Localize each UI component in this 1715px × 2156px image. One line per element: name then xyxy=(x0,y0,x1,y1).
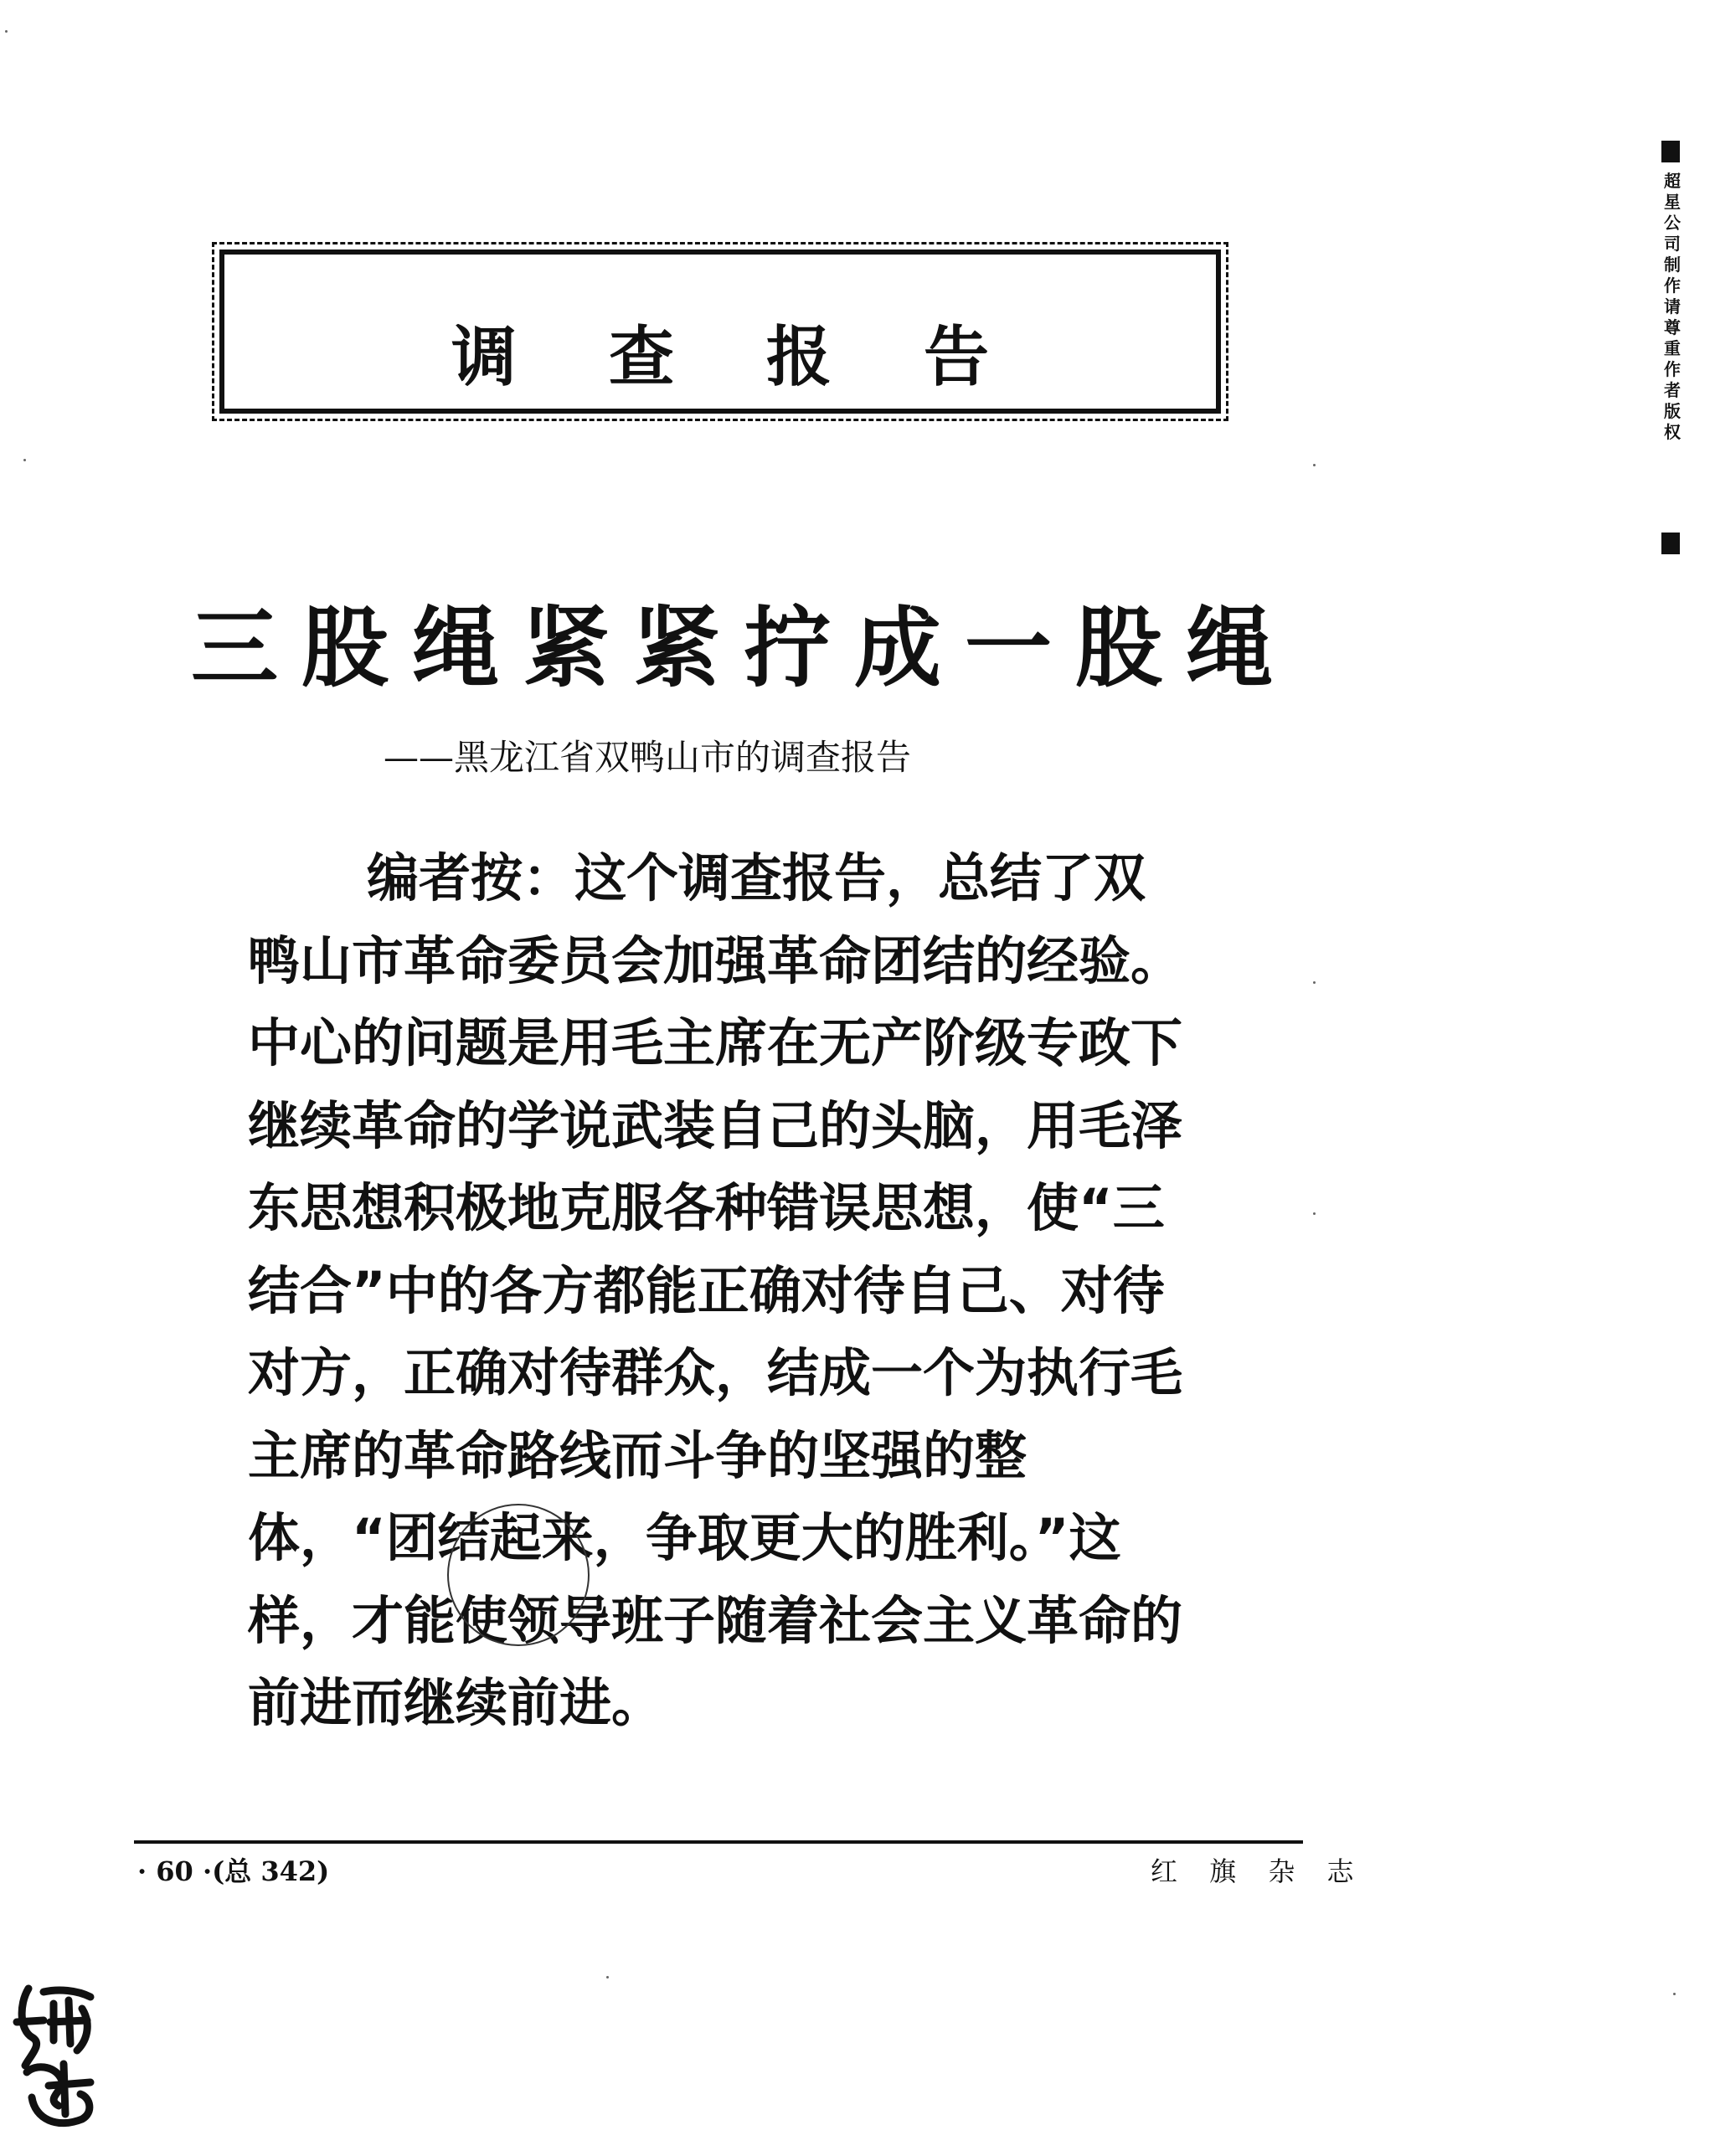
speck xyxy=(606,1976,609,1978)
speck xyxy=(1313,464,1316,466)
section-title: 调查报告 xyxy=(451,320,1081,395)
speck xyxy=(1313,981,1316,984)
speck xyxy=(1673,1993,1676,1995)
watermark-bar-top xyxy=(1661,141,1680,162)
publication-name: 红 旗 杂 志 xyxy=(1151,1855,1366,1887)
editor-note xyxy=(248,837,1194,1745)
seal-stamp xyxy=(10,1972,106,2139)
article-title: 三股绳紧紧拧成一股绳 xyxy=(191,597,1297,699)
watermark-bar-bottom xyxy=(1661,533,1680,554)
editor-note-body: 这个调查报告，总结了双鸭山市革命委员会加强革命团结的经验。中心的问题是用毛主席在无产阶级专政下继续革命的学说武装自己的头脑，用毛泽东思想积极地克服各种错误思想，使“三结合”中的各方都能正确对待自己、对待对方，正确对待群众，结成一个为执行毛主席的革命路线而斗争的坚强的整体，“团结起来，争取更大的胜利。”这样，才能使领导班子随着社会主义革命的前进而继续前进。 xyxy=(248,847,1183,1733)
speck xyxy=(5,30,8,33)
circle-mark xyxy=(447,1504,590,1646)
speck xyxy=(1313,1212,1316,1215)
article-subtitle: ——黑龙江省双鸭山市的调查报告 xyxy=(384,737,912,778)
page-number: · 60 ·(总 342) xyxy=(137,1855,330,1887)
speck xyxy=(23,459,26,461)
footer-rule xyxy=(134,1840,1303,1844)
vertical-watermark: 超星公司制作 请尊重作者版权 xyxy=(1664,171,1681,442)
editor-note-label: 编者按： xyxy=(367,847,575,908)
section-header-box xyxy=(219,250,1221,414)
